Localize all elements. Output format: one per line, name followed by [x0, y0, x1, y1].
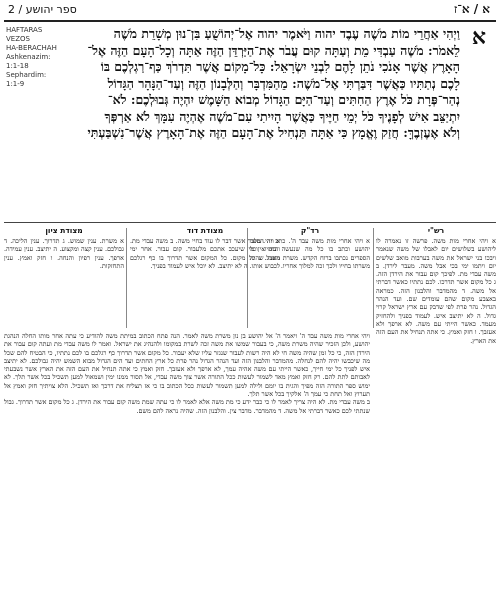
page-label: 2 / ספר יהושע: [8, 3, 77, 16]
extended-commentary: [4, 332, 370, 586]
verse-line: לֵאמֹר: מֹשֶׁה עַבְדִּי מֵת וְעַתָּה קוּם עֲבֹר אֶת־הַיַּרְדֵּן הַזֶּה אַתָּה וְכָל־הָעָם הַזֶּה אֶל־: [87, 42, 460, 58]
verse-line: הָאָרֶץ אֲשֶׁר אָנֹכִי נֹתֵן לָהֶם לִבְנֵי יִשְׂרָאֵל: כָּל־מָקוֹם אֲשֶׁר תִּדְרֹךְ כַּף־רַגְלְכֶם בּוֹ: [100, 59, 460, 74]
radak-continuation: ב משה עבדי מת. לא היה צריך לאמר לו כי כבר ידע כי מת משה אלא לאמר לו כי עתה שמת משה קום עבור את הירדן. ג כל מקום אשר תדרוך. גבול שנתתי לכם כאשר דברתי אל משה. ד מהמדבר. מדבר צין. והלבנון הזה. שהיה נראה להם משם.: [4, 398, 370, 415]
rashi-column: [376, 226, 496, 586]
haftarah-line: 1:1-18: [6, 62, 29, 70]
metzudas-david-column: [130, 226, 280, 326]
metzudas-tzion-text: א משרת. ענין שמוש. ג תדרוך. ענין הליכה. ד גבולכם. ענין קצה ומקצוע. ה יתיצב. ענין עמידה. ארפך. ענין רפיון והנחה. ו חזק ואמץ. ענין התחזקות.: [4, 237, 124, 270]
verse-line: וַיְהִי אַחֲרֵי מוֹת מֹשֶׁה עֶבֶד יהוה וַיֹּאמֶר יהוה אֶל־יְהוֹשֻׁעַ בִּן־נוּן מְשָׁרֵת מֹשֶׁה: [113, 26, 460, 41]
verse-line: וְלֹא אֶעֶזְבֶךָּ: חֲזַק וֶאֱמָץ כִּי אַתָּה תַּנְחִיל אֶת־הָעָם הַזֶּה אֶת־הָאָרֶץ אֲשֶׁר־נִשְׁבַּעְתִּי: [87, 125, 460, 140]
radak-title: רד"ק: [300, 226, 320, 235]
chapter-letter: א: [471, 24, 486, 50]
verse-line: יִתְיַצֵּב אִישׁ לְפָנֶיךָ כֹּל יְמֵי חַיֶּיךָ כַּאֲשֶׁר הָיִיתִי עִם־מֹשֶׁה אֶהְיֶה עִמָּךְ לֹא אַרְפְּךָ: [104, 108, 460, 124]
page-header: [0, 0, 500, 20]
rashi-text: א ויהי אחרי מות משה. פרשה זו נאמרה לו ליהושע בשלושים יום לאבלו של משה שנאמר ויבכו בני ישראל את משה בערבות מואב שלשים יום ויתמו ימי בכי אבל משה. מעבר לירדן. ב משה עבדי מת. לפיכך קום עבור את הירדן הזה. ג כל מקום אשר תדרכו. לכם נתתיו כאשר דברתי אל משה. ד מהמדבר והלבנון הזה. כמראה באצבע מקום שהם עומדים שם. ועד הנהר הגדול. נהר פרת לפי שדבק עם ארץ ישראל קרוי גדול. ה לא יתיצב איש. לעמוד בפניך ולהחזיק מעמד. כאשר הייתי עם משה. לא ארפך ולא אעזבך. ו חזק ואמץ. כי אתה תנחיל את העם הזה את הארץ.: [376, 237, 496, 345]
header-divider: [4, 20, 496, 22]
haftarah-line: HAFTARAS: [6, 26, 43, 34]
haftarah-line: HA-BERACHAH: [6, 44, 57, 52]
metzudas-david-text: א ויהי. מלבד אשר דבר לו עוד בחיי משה. ב משה עבדי מת. והנה אין מי שיעכב אתכם מלעבור. קום עבור. אחר ימי האבל. ג כל מקום. כל המקום אשר תדרוך בו כף רגלכם לכבוש אותו. ה לא יתיצב. לא יוכל איש לעמוד בפניך.: [130, 237, 280, 270]
haftarah-line: 1:1-9: [6, 80, 25, 88]
metzudas-david-title: מצודת דוד: [186, 226, 224, 235]
metzudas-tzion-title: מצודת ציון: [45, 226, 83, 235]
verse-line: לָכֶם נְתַתִּיו כַּאֲשֶׁר דִּבַּרְתִּי אֶל־מֹשֶׁה: מֵהַמִּדְבָּר וְהַלְּבָנוֹן הַזֶּה וְעַד־הַנָּהָר הַגָּדוֹל: [107, 75, 460, 91]
verse-commentary-divider: [4, 222, 496, 223]
extended-commentary-text: ויהי אחרי מות משה עבד ה' ויאמר ה' אל יהושע בן נון משרת משה לאמר. הנה פתח הכתוב במיתת משה להודיע כי עתה אחר מותו החלה הנהגת יהושע, ולכן הזכיר שהיה משרת משה, כי בעבור שמשו את משה זכה לשרת במקומו ולהנהיג את ישראל. ואמר לו משה עבדי מת ועתה קום עבור את הירדן הזה, כי כל זמן שהיה משה חי לא היה רשות לעבור שנגזר עליו שלא יעבור. כל מקום אשר תדרוך כף רגלכם בו לכם נתתיו, כי הבטיח להם שכל מה שיכבשו יהיה להם לנחלה. מהמדבר והלבנון הזה ועד הנהר הגדול נהר פרת כל ארץ החתים ועד הים הגדול מבוא השמש יהיה גבולכם. לא יתיצב איש לפניך כל ימי חייך, כאשר הייתי עם משה אהיה עמך, לא ארפך ולא אעזבך. חזק ואמץ כי אתה תנחיל את העם הזה את הארץ אשר נשבעתי לאבותם לתת להם. רק חזק ואמץ מאד לשמור לעשות ככל התורה אשר צוך משה עבדי, אל תסור ממנו ימין ושמאול למען תשכיל בכל אשר תלך. לא ימוש ספר התורה הזה מפיך והגית בו יומם ולילה למען תשמור לעשות ככל הכתוב בו כי אז תצליח את דרכך ואז תשכיל. הלא צויתיך חזק ואמץ אל תערוץ ואל תחת כי עמך ה' אלקיך בכל אשר תלך.: [4, 332, 370, 399]
haftarah-note: [6, 26, 74, 89]
verse-line: נְהַר־פְּרָת כֹּל אֶרֶץ הַחִתִּים וְעַד־הַיָּם הַגָּדוֹל מְבוֹא הַשָּׁמֶשׁ יִהְיֶה גְּבוּלְכֶם: לֹא־: [107, 92, 460, 107]
column-divider: [126, 228, 127, 328]
radak-text: א ויהי אחרי מות משה עבד ה'. כתב זה הספר יהושע וכתב בו כל מה שנעשה בימיו. וכל הספרים נכתבו ברוח הקדש. משרת משה. שהיה משרתו בחייו ולכך זכה למלוך אחריו.: [250, 237, 370, 270]
column-divider: [373, 228, 374, 328]
haftarah-line: Sephardim:: [6, 71, 47, 79]
rashi-title: רש"י: [427, 226, 445, 235]
verse-text: [78, 26, 460, 216]
metzudas-tzion-column: [4, 226, 124, 326]
haftarah-line: VEZOS: [6, 35, 30, 43]
chapter-ref: א / א־ז: [453, 2, 490, 16]
haftarah-line: Ashkenazim:: [6, 53, 51, 61]
